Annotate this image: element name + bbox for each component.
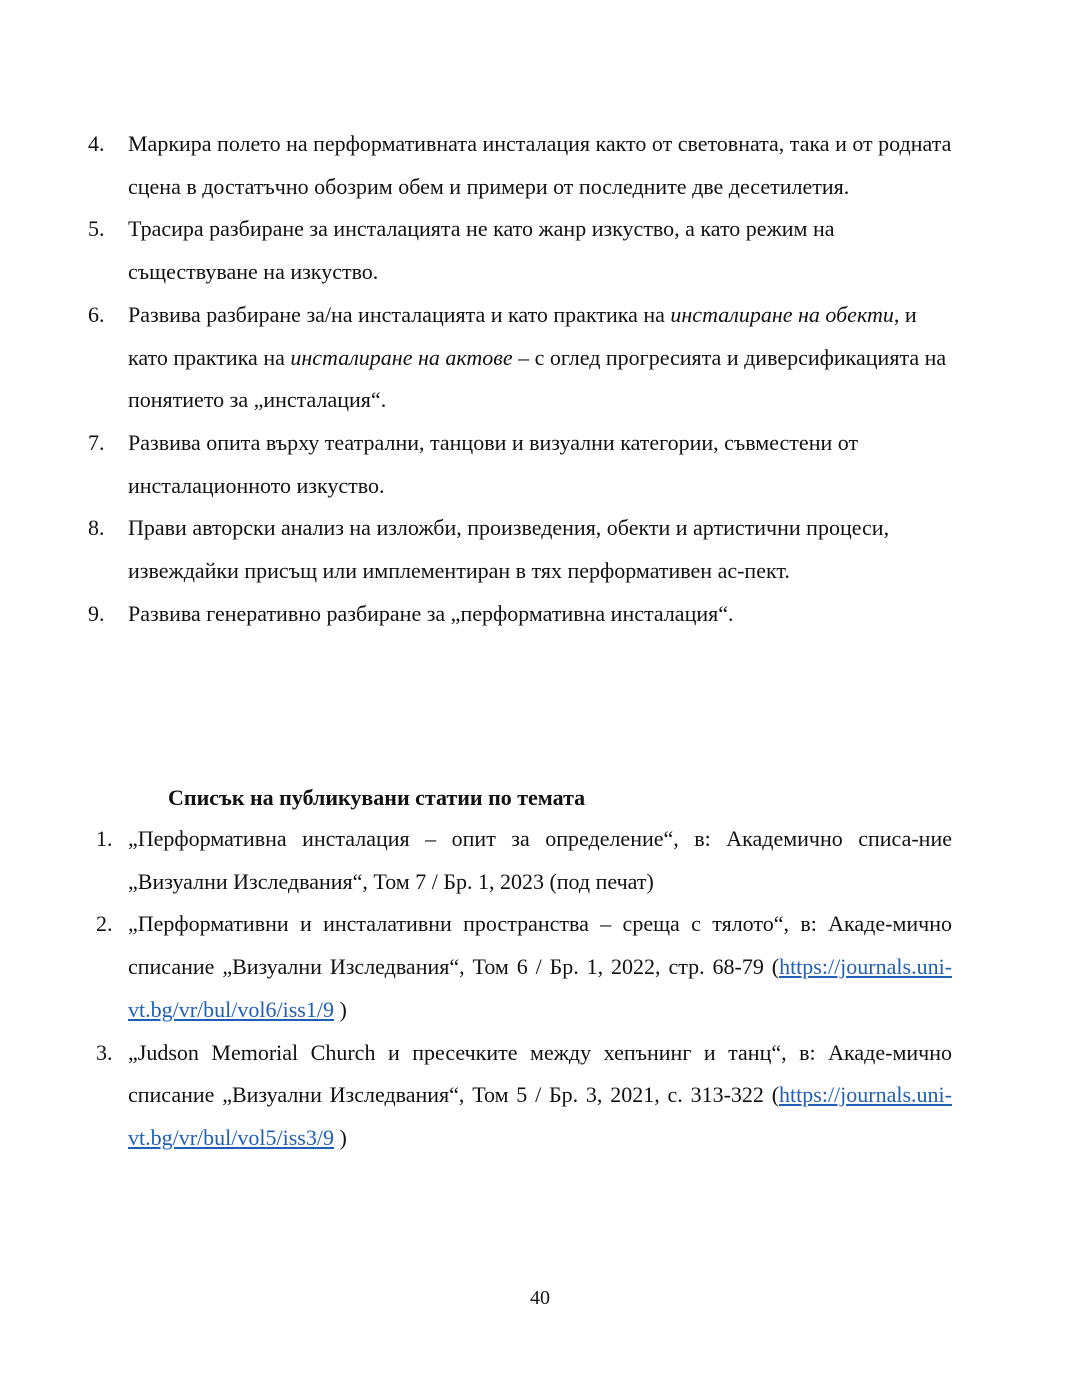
objective-item-4 bbox=[88, 123, 958, 208]
publication-text: „Перформативни и инсталативни пространства – среща с тялото“, в: Акаде-мично списание „Визуални Изследвания“, Том 6 / Бр. 1, 2022, стр. 68-79 bbox=[128, 911, 952, 980]
publication-link[interactable]: https://journals.uni-vt.bg/vr/bul/vol5/iss3/9 bbox=[128, 1082, 952, 1150]
publication-text: „Judson Memorial Church и пресечките между хепънинг и танц“, в: Акаде-мично списание „Визуални Изследвания“, Том 5 / Бр. 3, 2021, с. 313-322 bbox=[128, 1039, 952, 1108]
objective-text: Прави авторски анализ на изложби, произведения, обекти и артистични процеси, извеждайки присъщ или имплементиран в тях перформативен ас-пект. bbox=[128, 515, 890, 584]
objective-italic-term: инсталиране на актове bbox=[290, 344, 513, 370]
objective-text: Развива опита върху театрални, танцови и визуални категории, съвместени от инсталационното изкуство. bbox=[128, 429, 859, 498]
link-paren-close: ) bbox=[333, 996, 347, 1022]
objective-item-5 bbox=[88, 208, 958, 293]
publication-link[interactable]: https://journals.uni-vt.bg/vr/bul/vol6/iss1/9 bbox=[128, 954, 953, 1022]
link-paren-close: ) bbox=[333, 1124, 347, 1150]
publication-item-1 bbox=[94, 818, 952, 903]
objective-item-8 bbox=[88, 507, 958, 592]
publication-item-3 bbox=[94, 1032, 952, 1160]
publication-text: „Перформативна инсталация – опит за определение“, в: Академично списа-ние „Визуални Изследвания“, Том 7 / Бр. 1, 2023 (под печат) bbox=[128, 826, 952, 894]
list-number: 9. bbox=[88, 600, 105, 626]
objective-text-part: – с оглед прогресията и диверсификацията на понятието за „инсталация“. bbox=[128, 344, 947, 413]
publication-item-2 bbox=[94, 903, 952, 1031]
objective-item-9 bbox=[88, 593, 958, 636]
list-number: 8. bbox=[88, 515, 105, 541]
objectives-list bbox=[88, 123, 958, 635]
objective-text: Маркира полето на перформативната инсталация както от световната, така и от родната сцена в достатъчно обозрим обем и примери от последните две десетилетия. bbox=[128, 131, 952, 199]
list-number: 3. bbox=[96, 1039, 113, 1065]
list-number: 7. bbox=[88, 429, 105, 455]
list-number: 2. bbox=[96, 911, 113, 937]
objective-text: Трасира разбиране за инсталацията не като жанр изкуство, а като режим на съществуване на изкуство. bbox=[128, 216, 835, 285]
objective-text: Развива генеративно разбиране за „перформативна инсталация“. bbox=[128, 600, 734, 626]
objective-item-7 bbox=[88, 422, 958, 507]
link-paren-open: ( bbox=[771, 1082, 780, 1108]
objective-text-part: , и като практика на bbox=[128, 301, 917, 370]
objective-italic-term: инсталиране на обекти bbox=[670, 301, 894, 327]
list-number: 5. bbox=[88, 216, 105, 242]
page-number: 40 bbox=[530, 1287, 550, 1309]
objective-item-6 bbox=[88, 294, 958, 422]
link-paren-open: ( bbox=[771, 954, 780, 980]
list-number: 1. bbox=[96, 826, 113, 851]
list-number: 6. bbox=[88, 301, 105, 327]
objective-text-part: Развива разбиране за/на инсталацията и като практика на bbox=[128, 301, 671, 327]
publications-list bbox=[94, 818, 952, 1160]
list-number: 4. bbox=[88, 131, 105, 156]
publications-heading: Списък на публикувани статии по темата bbox=[168, 785, 586, 810]
